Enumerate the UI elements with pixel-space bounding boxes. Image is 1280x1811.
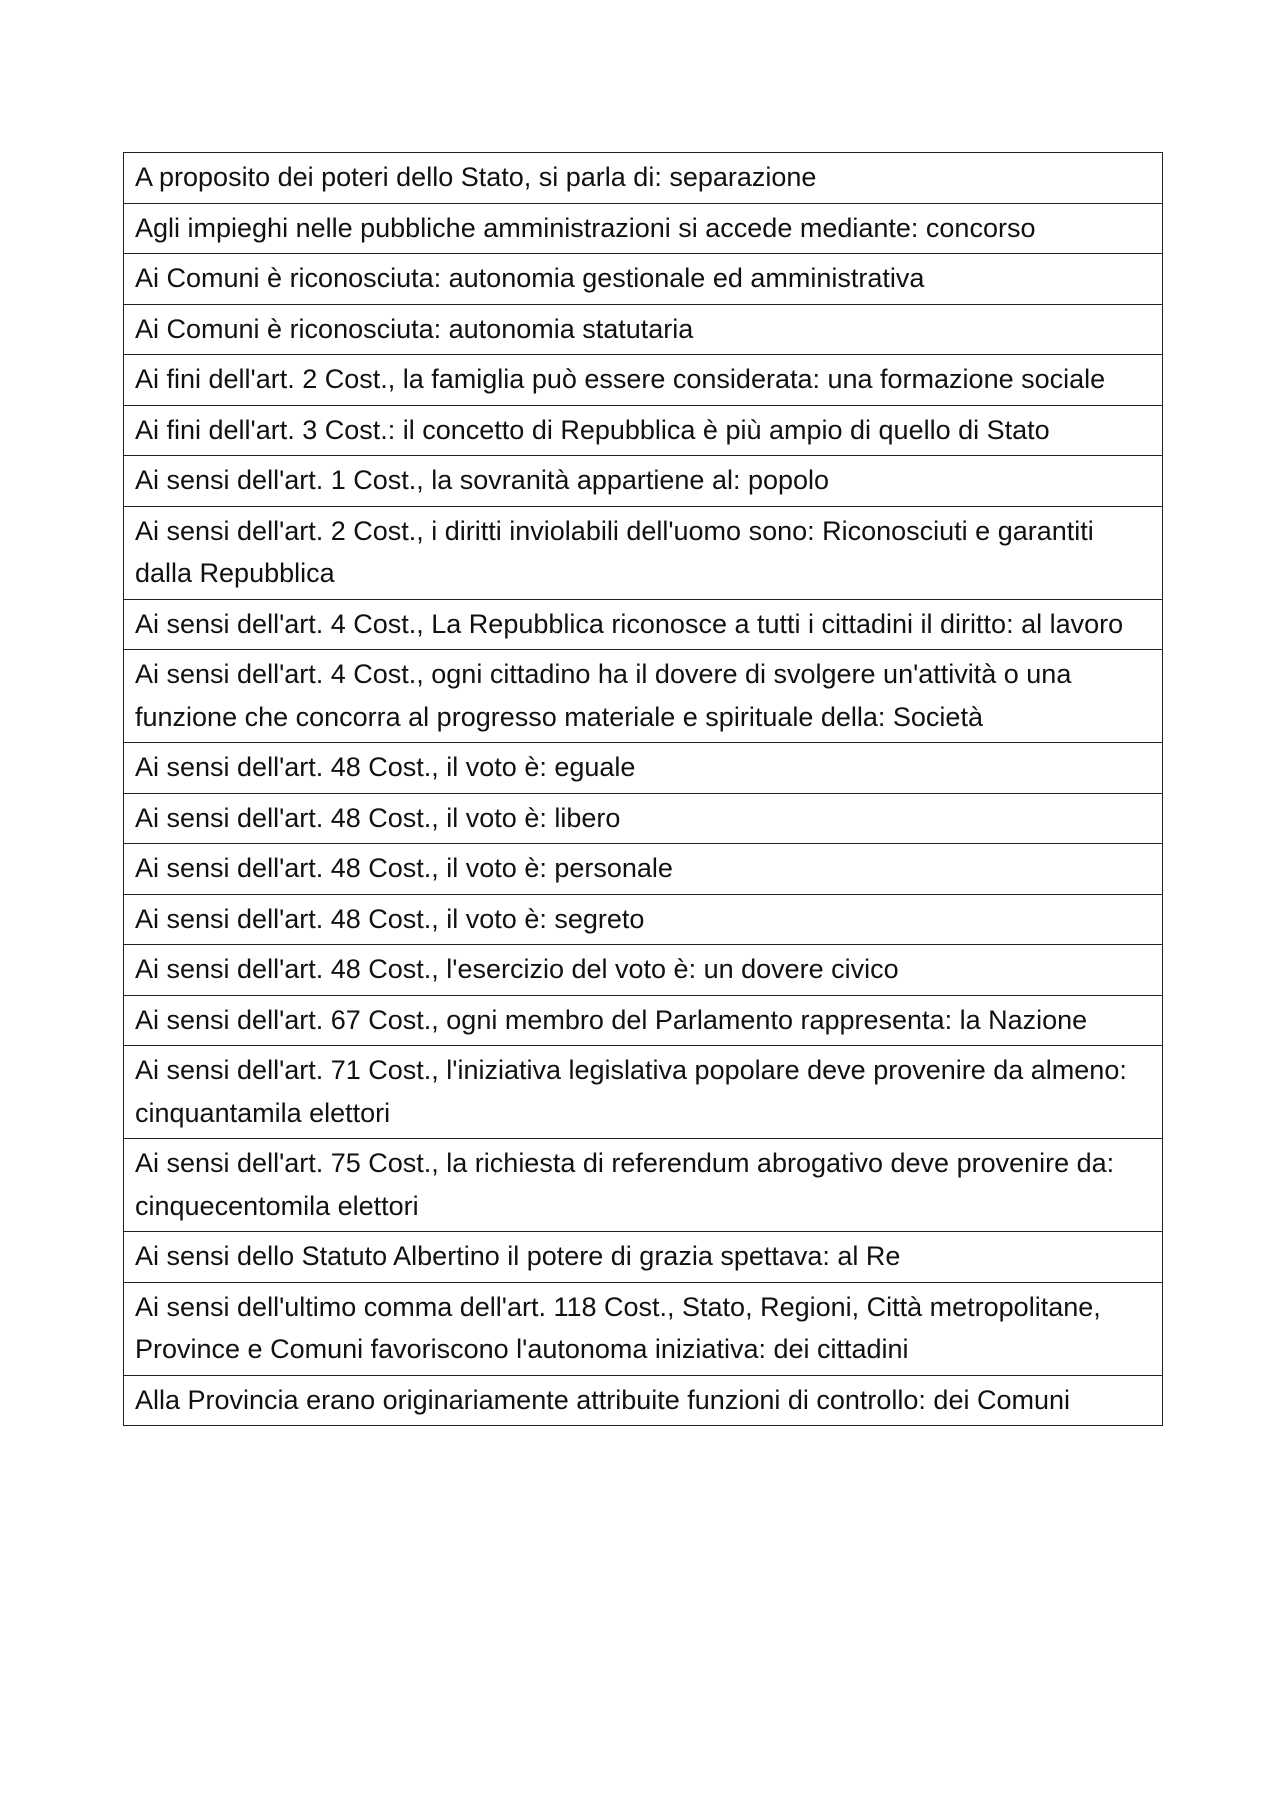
table-cell: Ai sensi dell'art. 67 Cost., ogni membro del Parlamento rappresenta: la Nazione bbox=[124, 995, 1163, 1046]
table-row bbox=[124, 844, 1163, 895]
table-row bbox=[124, 894, 1163, 945]
table-cell: Ai sensi dell'art. 71 Cost., l'iniziativa legislativa popolare deve provenire da almeno: cinquantamila elettori bbox=[124, 1046, 1163, 1139]
table-row bbox=[124, 1139, 1163, 1232]
table-row bbox=[124, 1232, 1163, 1283]
table-cell: Ai Comuni è riconosciuta: autonomia statutaria bbox=[124, 304, 1163, 355]
table-cell: Ai sensi dell'art. 48 Cost., il voto è: personale bbox=[124, 844, 1163, 895]
table-row bbox=[124, 650, 1163, 743]
table-cell: Ai sensi dell'ultimo comma dell'art. 118 Cost., Stato, Regioni, Città metropolitane, Province e Comuni favoriscono l'autonoma iniziativa: dei cittadini bbox=[124, 1282, 1163, 1375]
table-cell: Ai sensi dell'art. 48 Cost., il voto è: eguale bbox=[124, 743, 1163, 794]
table-cell: A proposito dei poteri dello Stato, si parla di: separazione bbox=[124, 153, 1163, 204]
table-row bbox=[124, 1046, 1163, 1139]
table-row bbox=[124, 304, 1163, 355]
table-row bbox=[124, 405, 1163, 456]
table-cell: Ai sensi dell'art. 48 Cost., l'esercizio del voto è: un dovere civico bbox=[124, 945, 1163, 996]
qa-table-body bbox=[124, 153, 1163, 1426]
table-row bbox=[124, 599, 1163, 650]
table-row bbox=[124, 456, 1163, 507]
table-cell: Ai sensi dell'art. 2 Cost., i diritti inviolabili dell'uomo sono: Riconosciuti e garantiti dalla Repubblica bbox=[124, 506, 1163, 599]
table-row bbox=[124, 506, 1163, 599]
table-cell: Ai fini dell'art. 2 Cost., la famiglia può essere considerata: una formazione sociale bbox=[124, 355, 1163, 406]
table-cell: Ai sensi dell'art. 4 Cost., ogni cittadino ha il dovere di svolgere un'attività o una funzione che concorra al progresso materiale e spirituale della: Società bbox=[124, 650, 1163, 743]
table-cell: Alla Provincia erano originariamente attribuite funzioni di controllo: dei Comuni bbox=[124, 1375, 1163, 1426]
table-row bbox=[124, 945, 1163, 996]
table-cell: Ai fini dell'art. 3 Cost.: il concetto di Repubblica è più ampio di quello di Stato bbox=[124, 405, 1163, 456]
table-row bbox=[124, 203, 1163, 254]
table-cell: Ai sensi dell'art. 75 Cost., la richiesta di referendum abrogativo deve provenire da: cinquecentomila elettori bbox=[124, 1139, 1163, 1232]
table-cell: Ai sensi dell'art. 48 Cost., il voto è: libero bbox=[124, 793, 1163, 844]
table-row bbox=[124, 254, 1163, 305]
table-row bbox=[124, 153, 1163, 204]
table-cell: Ai sensi dell'art. 1 Cost., la sovranità appartiene al: popolo bbox=[124, 456, 1163, 507]
table-cell: Ai sensi dell'art. 4 Cost., La Repubblica riconosce a tutti i cittadini il diritto: al lavoro bbox=[124, 599, 1163, 650]
table-row bbox=[124, 1282, 1163, 1375]
table-cell: Ai sensi dello Statuto Albertino il potere di grazia spettava: al Re bbox=[124, 1232, 1163, 1283]
table-row bbox=[124, 995, 1163, 1046]
table-row bbox=[124, 793, 1163, 844]
table-row bbox=[124, 1375, 1163, 1426]
table-cell: Ai Comuni è riconosciuta: autonomia gestionale ed amministrativa bbox=[124, 254, 1163, 305]
table-cell: Ai sensi dell'art. 48 Cost., il voto è: segreto bbox=[124, 894, 1163, 945]
qa-table bbox=[123, 152, 1163, 1426]
table-row bbox=[124, 743, 1163, 794]
table-row bbox=[124, 355, 1163, 406]
table-cell: Agli impieghi nelle pubbliche amministrazioni si accede mediante: concorso bbox=[124, 203, 1163, 254]
